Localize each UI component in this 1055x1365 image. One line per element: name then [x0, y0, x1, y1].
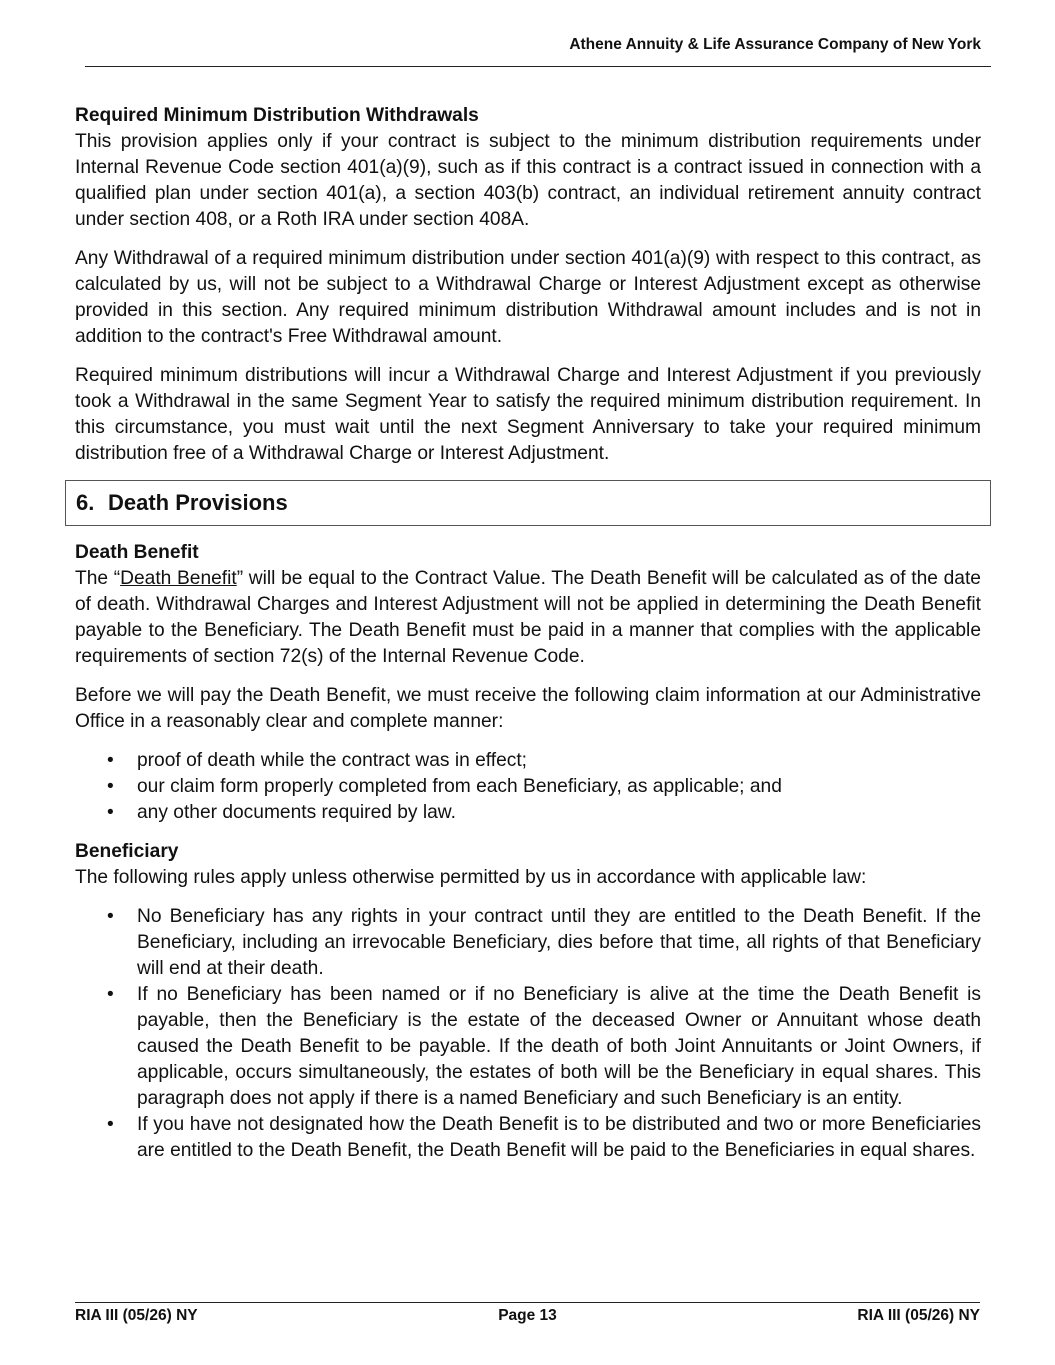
page-footer: [75, 1302, 980, 1331]
list-item-text: If no Beneficiary has been named or if no Beneficiary is alive at the time the Death Benefit is payable, then the Beneficiary is the estate of the deceased Owner or Annuitant whose death caused the Death Benefit to be payable. If the death of both Joint Annuitants or Joint Owners, if applicable, occurs simultaneously, the estates of both will be the Beneficiary in equal shares. This paragraph does not apply if there is a named Beneficiary and such Beneficiary is an entity.: [137, 984, 981, 1109]
death-benefit-paragraph-2: Before we will pay the Death Benefit, we must receive the following claim information at our Administrative Office in a reasonably clear and complete manner:: [75, 685, 981, 732]
page-content: [75, 103, 981, 1177]
list-item-text: any other documents required by law.: [137, 802, 456, 823]
rmd-paragraph-1: This provision applies only if your contract is subject to the minimum distribution requirements under Internal Revenue Code section 401(a)(9), such as if this contract is a contract issued in connection with a qualified plan under section 401(a), a section 403(b) contract, an individual retirement annuity contract under section 408, or a Roth IRA under section 408A.: [75, 131, 981, 230]
list-item: [75, 774, 981, 800]
bullet-icon: •: [107, 802, 114, 823]
list-item: [75, 748, 981, 774]
bullet-icon: •: [107, 1114, 114, 1135]
beneficiary-intro: The following rules apply unless otherwise permitted by us in accordance with applicable law:: [75, 867, 867, 888]
list-item-text: No Beneficiary has any rights in your contract until they are entitled to the Death Benefit. If the Beneficiary, including an irrevocable Beneficiary, dies before that time, all rights of that Beneficiary will end at their death.: [137, 906, 981, 979]
bullet-icon: •: [107, 776, 114, 797]
company-name: Athene Annuity & Life Assurance Company of New York: [569, 36, 981, 53]
list-item: [75, 800, 981, 826]
list-item: [75, 904, 981, 982]
defined-term-death-benefit: Death Benefit: [120, 568, 237, 589]
page-header: [85, 36, 991, 67]
page-number: Page 13: [498, 1307, 557, 1324]
list-item-text: our claim form properly completed from each Beneficiary, as applicable; and: [137, 776, 782, 797]
bullet-icon: •: [107, 906, 114, 927]
claim-requirements-list: [75, 748, 981, 826]
list-item-text: If you have not designated how the Death Benefit is to be distributed and two or more Beneficiaries are entitled to the Death Benefit, the Death Benefit will be paid to the Beneficiaries in equal shares.: [137, 1114, 981, 1161]
section-number: 6.: [76, 490, 95, 515]
text-prefix: The “: [75, 568, 121, 589]
list-item: [75, 982, 981, 1112]
bullet-icon: •: [107, 984, 114, 1005]
list-item-text: proof of death while the contract was in effect;: [137, 750, 528, 771]
rmd-heading: Required Minimum Distribution Withdrawals: [75, 105, 479, 126]
beneficiary-rules-list: [75, 904, 981, 1164]
section-title: Death Provisions: [108, 490, 288, 515]
rmd-paragraph-3: Required minimum distributions will incur a Withdrawal Charge and Interest Adjustment if you previously took a Withdrawal in the same Segment Year to satisfy the required minimum distribution requirement. In this circumstance, you must wait until the next Segment Anniversary to take your required minimum distribution free of a Withdrawal Charge or Interest Adjustment.: [75, 365, 981, 464]
section-heading-death-provisions: [65, 480, 991, 526]
footer-form-number-right: RIA III (05/26) NY: [857, 1307, 980, 1324]
list-item: [75, 1112, 981, 1164]
footer-form-number-left: RIA III (05/26) NY: [75, 1307, 198, 1324]
rmd-paragraph-2: Any Withdrawal of a required minimum distribution under section 401(a)(9) with respect to this contract, as calculated by us, will not be subject to a Withdrawal Charge or Interest Adjustment except as otherwise provided in this section. Any required minimum distribution Withdrawal amount includes and is not in addition to the contract's Free Withdrawal amount.: [75, 248, 981, 347]
bullet-icon: •: [107, 750, 114, 771]
text-suffix: ” will be equal to the Contract Value. The Death Benefit will be calculated as of the date of death. Withdrawal Charges and Interest Adjustment will not be applied in determining the Death Benefit payable to the Beneficiary. The Death Benefit must be paid in a manner that complies with the applicable requirements of section 72(s) of the Internal Revenue Code.: [75, 568, 981, 667]
death-benefit-heading: Death Benefit: [75, 542, 199, 563]
death-benefit-paragraph-1: [75, 566, 981, 670]
beneficiary-heading: Beneficiary: [75, 841, 179, 862]
